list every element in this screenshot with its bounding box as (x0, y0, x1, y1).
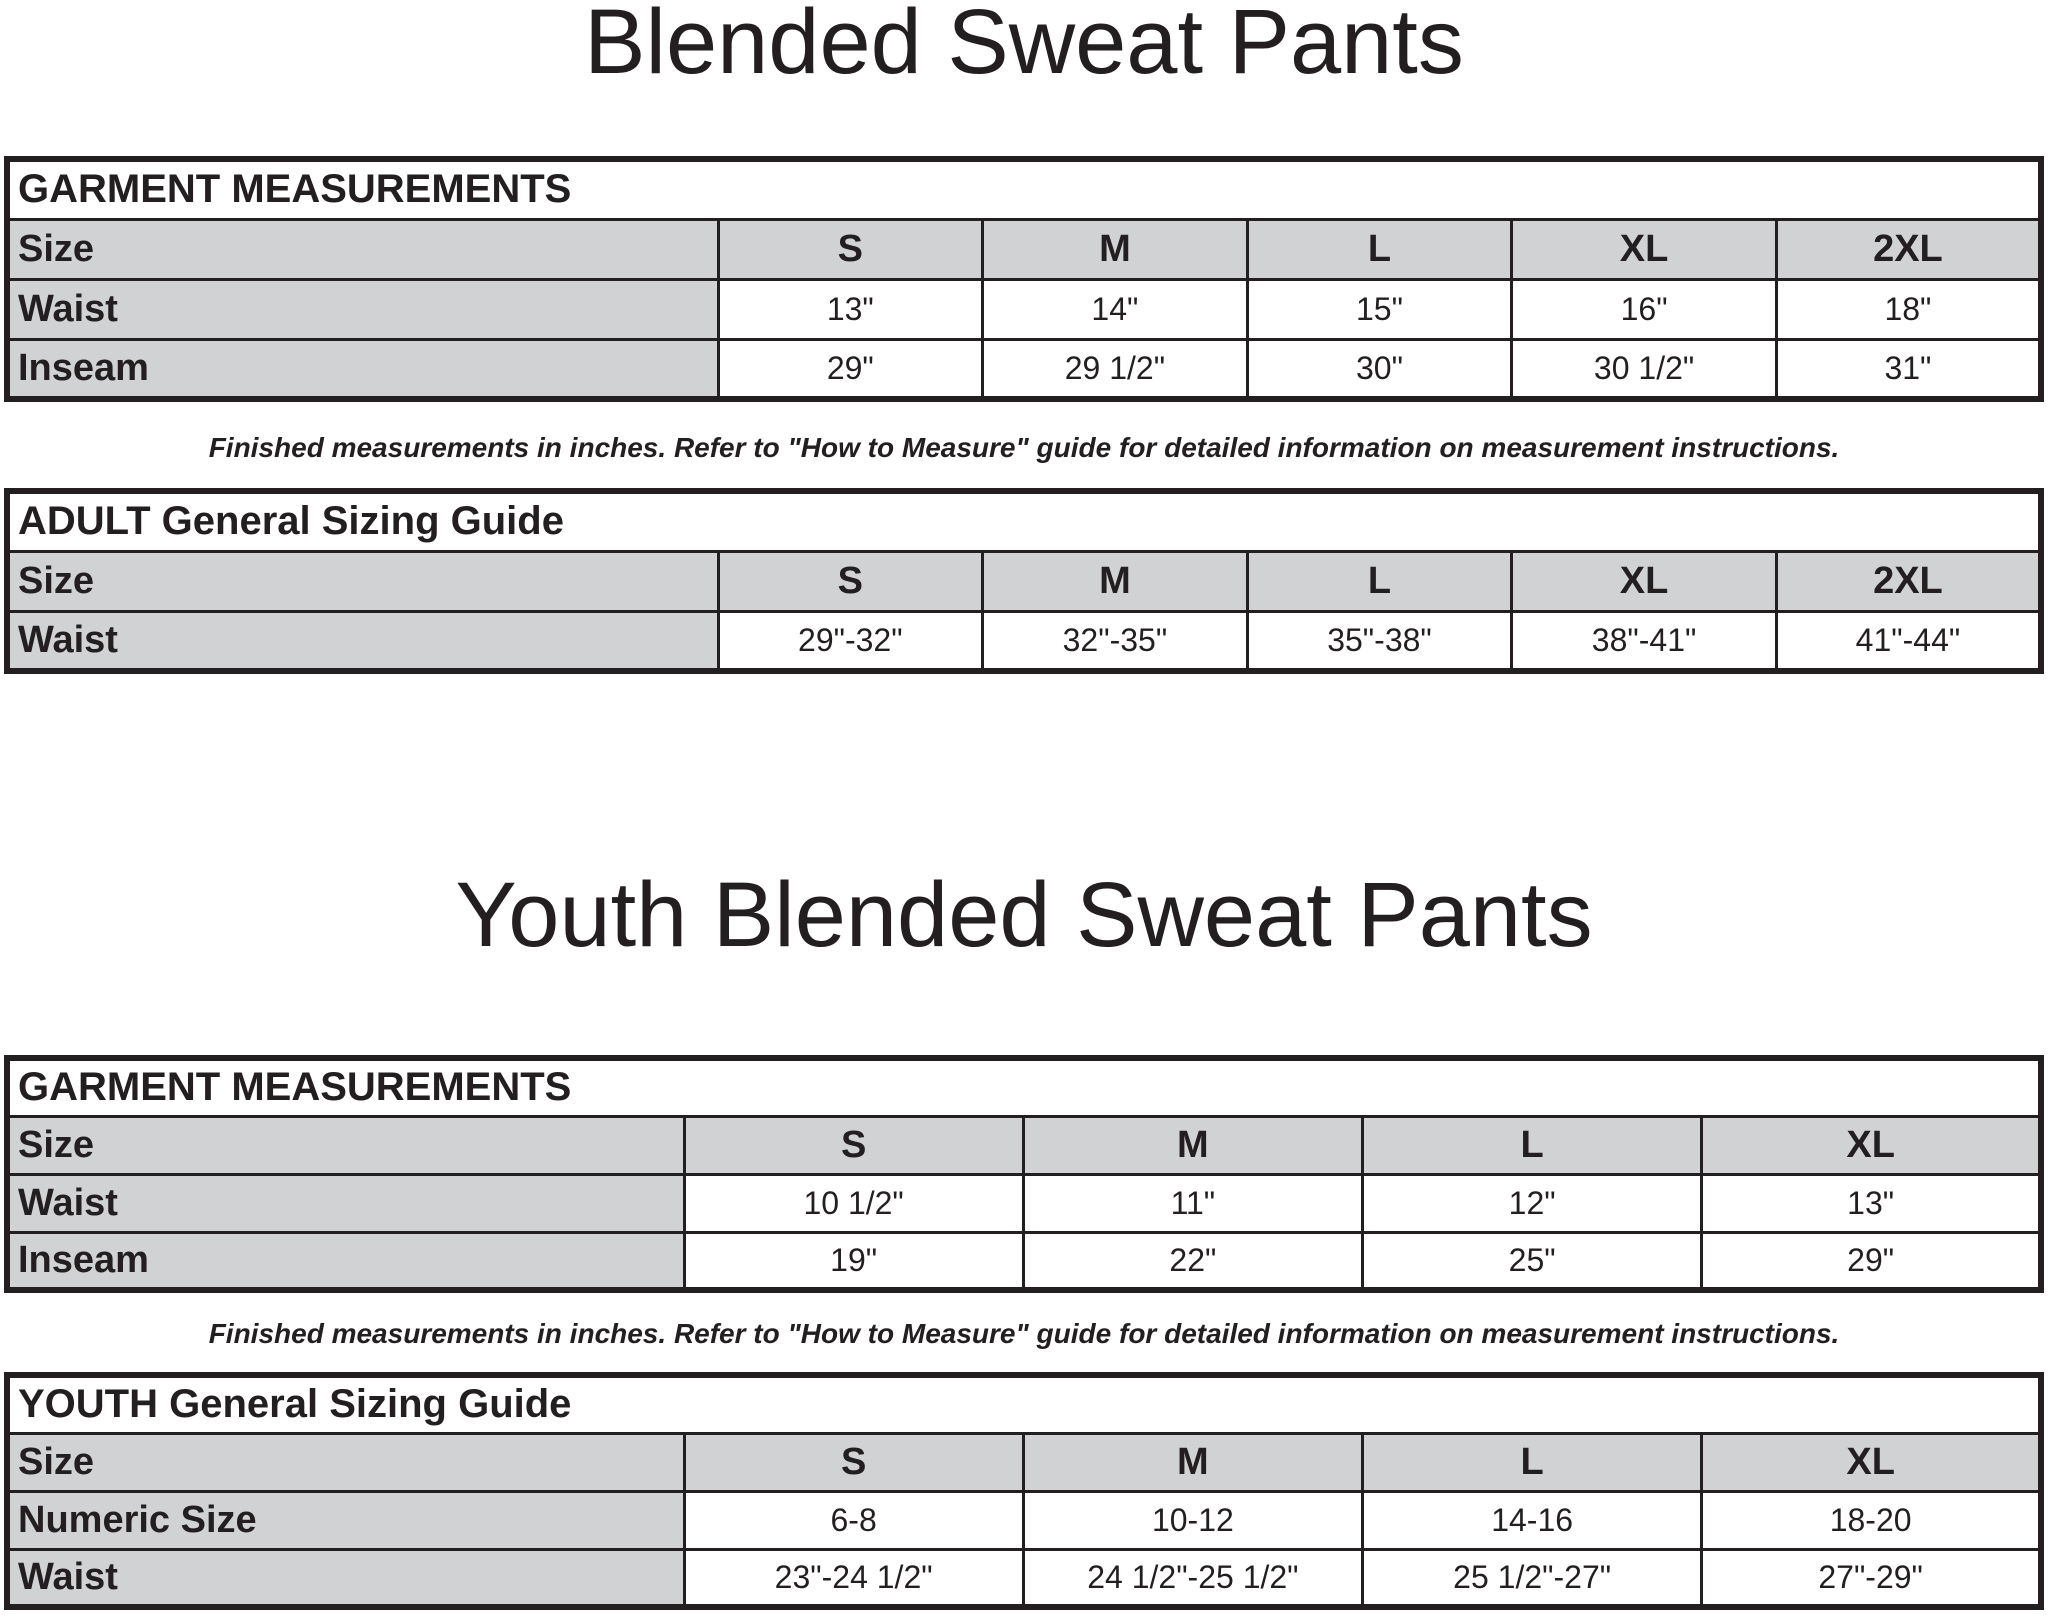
table-row (7, 1491, 2041, 1549)
size-cell: L (1363, 1433, 1702, 1491)
size-cell: XL (1702, 1116, 2041, 1174)
table-row (7, 1433, 2041, 1491)
table-cell: 27"-29" (1702, 1549, 2041, 1607)
youth-sizing-guide-table (4, 1372, 2044, 1610)
size-cell: XL (1512, 219, 1777, 279)
row-label: Size (7, 551, 718, 611)
table-cell: 10-12 (1023, 1491, 1362, 1549)
table-cell: 29 1/2" (983, 339, 1248, 399)
table-cell: 30 1/2" (1512, 339, 1777, 399)
table-cell: 15" (1247, 279, 1512, 339)
size-cell: S (684, 1116, 1023, 1174)
table-row (7, 339, 2041, 399)
table-cell: 38"-41" (1512, 611, 1777, 671)
youth-measurement-note: Finished measurements in inches. Refer to "How to Measure" guide for detailed information on measurement instructions. (208, 1318, 1840, 1349)
size-cell: 2XL (1776, 551, 2041, 611)
row-label: Size (7, 1433, 684, 1491)
size-cell: L (1247, 219, 1512, 279)
table-cell: 19" (684, 1232, 1023, 1290)
adult-measurement-note: Finished measurements in inches. Refer to "How to Measure" guide for detailed information on measurement instructions. (208, 432, 1840, 463)
size-cell: XL (1512, 551, 1777, 611)
table-cell: 23"-24 1/2" (684, 1549, 1023, 1607)
table-row (7, 1174, 2041, 1232)
table-cell: 25" (1363, 1232, 1702, 1290)
table-cell: 13" (1702, 1174, 2041, 1232)
table-row (7, 551, 2041, 611)
table-cell: 6-8 (684, 1491, 1023, 1549)
adult-sizing-guide-table (4, 488, 2044, 674)
table-cell: 24 1/2"-25 1/2" (1023, 1549, 1362, 1607)
row-label: Waist (7, 1549, 684, 1607)
table-cell: 32"-35" (983, 611, 1248, 671)
table-row (7, 219, 2041, 279)
size-cell: L (1247, 551, 1512, 611)
adult-garment-measurements-table (4, 156, 2044, 402)
table-cell: 18-20 (1702, 1491, 2041, 1549)
table-cell: 31" (1776, 339, 2041, 399)
row-label: Inseam (7, 1232, 684, 1290)
size-cell: S (684, 1433, 1023, 1491)
row-label: Size (7, 1116, 684, 1174)
size-cell: XL (1702, 1433, 2041, 1491)
row-label: Numeric Size (7, 1491, 684, 1549)
table-cell: 29"-32" (718, 611, 983, 671)
table-caption: GARMENT MEASUREMENTS (7, 1058, 2041, 1116)
table-cell: 29" (1702, 1232, 2041, 1290)
table-row (7, 1116, 2041, 1174)
table-row (7, 279, 2041, 339)
table-caption-row (7, 491, 2041, 551)
table-cell: 12" (1363, 1174, 1702, 1232)
adult-page-title: Blended Sweat Pants (584, 0, 1464, 93)
table-row (7, 1549, 2041, 1607)
table-cell: 29" (718, 339, 983, 399)
size-cell: M (1023, 1433, 1362, 1491)
row-label: Inseam (7, 339, 718, 399)
table-caption: ADULT General Sizing Guide (7, 491, 2041, 551)
size-cell: S (718, 551, 983, 611)
table-row (7, 611, 2041, 671)
table-cell: 14-16 (1363, 1491, 1702, 1549)
size-cell: S (718, 219, 983, 279)
table-cell: 13" (718, 279, 983, 339)
row-label: Size (7, 219, 718, 279)
table-cell: 30" (1247, 339, 1512, 399)
table-cell: 11" (1023, 1174, 1362, 1232)
table-caption: YOUTH General Sizing Guide (7, 1375, 2041, 1433)
row-label: Waist (7, 1174, 684, 1232)
size-cell: 2XL (1776, 219, 2041, 279)
size-cell: L (1363, 1116, 1702, 1174)
table-cell: 35"-38" (1247, 611, 1512, 671)
table-caption-row (7, 1375, 2041, 1433)
table-cell: 41"-44" (1776, 611, 2041, 671)
table-caption-row (7, 1058, 2041, 1116)
table-caption: GARMENT MEASUREMENTS (7, 159, 2041, 219)
table-row (7, 1232, 2041, 1290)
row-label: Waist (7, 279, 718, 339)
size-cell: M (983, 219, 1248, 279)
table-cell: 22" (1023, 1232, 1362, 1290)
row-label: Waist (7, 611, 718, 671)
table-cell: 10 1/2" (684, 1174, 1023, 1232)
table-cell: 14" (983, 279, 1248, 339)
table-cell: 25 1/2"-27" (1363, 1549, 1702, 1607)
table-caption-row (7, 159, 2041, 219)
table-cell: 16" (1512, 279, 1777, 339)
youth-garment-measurements-table (4, 1055, 2044, 1293)
youth-page-title: Youth Blended Sweat Pants (455, 864, 1593, 966)
size-cell: M (983, 551, 1248, 611)
table-cell: 18" (1776, 279, 2041, 339)
size-cell: M (1023, 1116, 1362, 1174)
